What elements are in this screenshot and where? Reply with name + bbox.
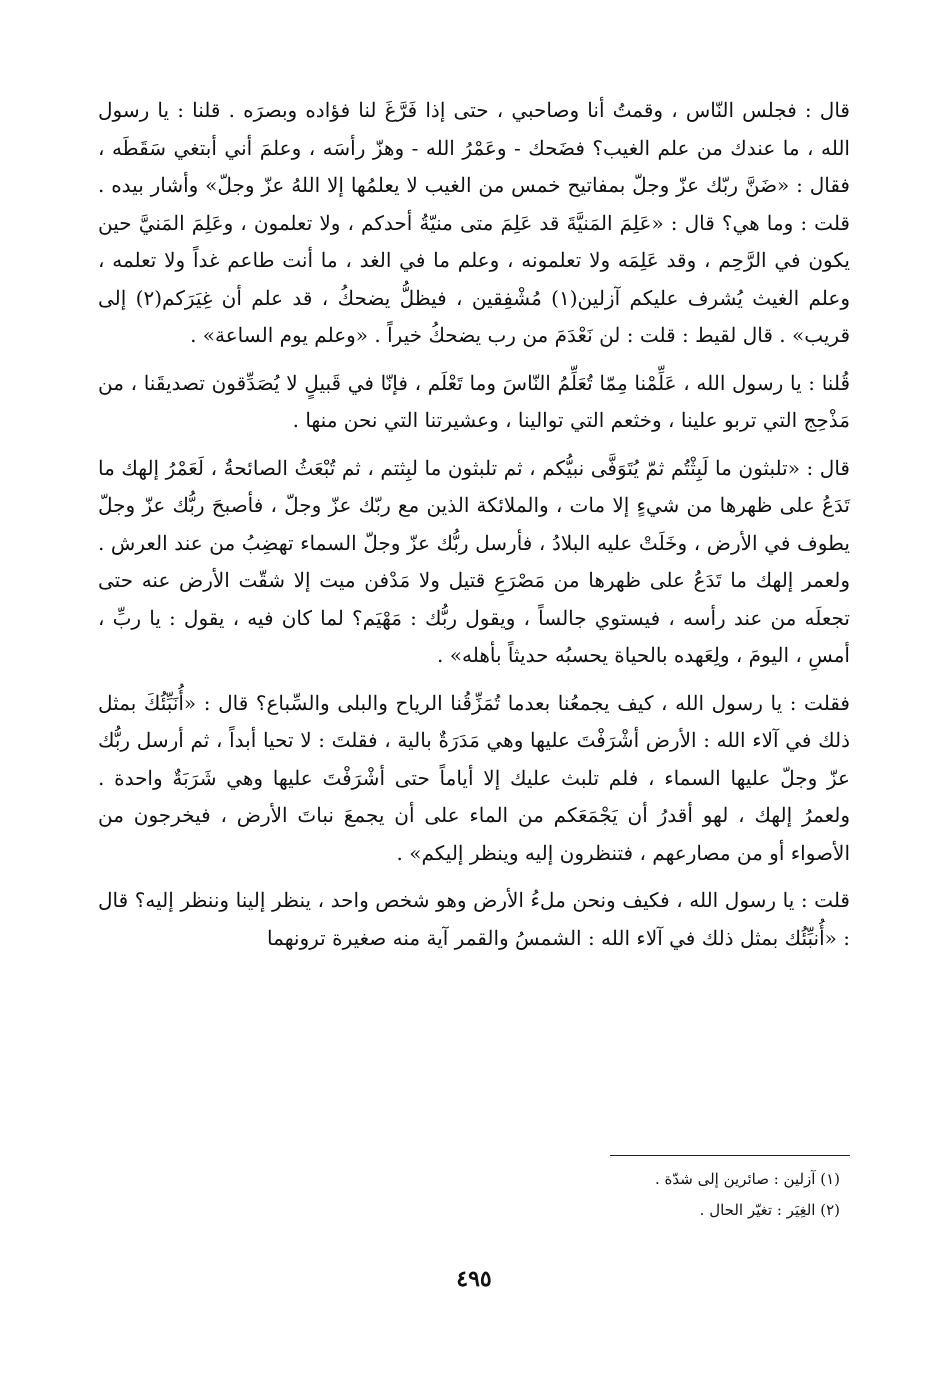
page-number: ٤٩٥ xyxy=(456,1266,492,1292)
footnote-2: (٢) الغِيَر : تغيّر الحال . xyxy=(699,1201,840,1219)
main-text xyxy=(98,92,850,967)
paragraph-5: قلت : يا رسول الله ، فكيف ونحن ملءُ الأرض وهو شخص واحد ، ينظر إلينا وننظر إليه؟ قال : «أُنبِّئُك بمثل ذلك في آلاء الله : الشمسُ والقمر آية منه صغيرة ترونهما xyxy=(98,888,850,950)
footnote-1: (١) آزلين : صائرين إلى شدّة . xyxy=(654,1170,840,1188)
paragraph-2: قُلنا : يا رسول الله ، عَلِّمْنا مِمّا تُعَلِّمُ النّاسَ وما تَعْلَم ، فإنّا في قَبيلٍ لا يُصَدِّقون تصديقَنا ، من مَذْحِج التي تربو علينا ، وخثعم التي توالينا ، وعشيرتنا التي نحن منها . xyxy=(98,370,850,432)
paragraph-3: قال : «تلبثون ما لَبِثْتُم ثمّ يُتَوَفَّى نبيُّكم ، ثم تلبثون ما لبِثتم ، ثم تُبْعَثُ الصائحةُ ، لَعَمْرُ إلهك ما تَدَعُ على ظهرها من شيءٍ إلا مات ، والملائكة الذين مع ربّك عزّ وجلّ ، فأصبحَ ربُّك عزّ وجلّ يطوف في الأرض ، وخَلَتْ عليه البلادُ ، فأرسل ربُّك عزّ وجلّ السماء تهضِبُ من عند العرش . ولعمر إلهك ما تَدَعُ على ظهرها من مَصْرَعِ قتيل ولا مَدْفن ميت إلا شقّت الأرض عنه حتى تجعلَه من عند رأسه ، فيستوي جالساً ، ويقول ربُّك : مَهْيَم؟ لما كان فيه ، يقول : يا ربِّ ، أمسِ ، اليومَ ، ولِعَهده بالحياة يحسبُه حديثاً بأهله» . xyxy=(98,455,850,667)
footnote-divider xyxy=(610,1155,850,1156)
paragraph-4: فقلت : يا رسول الله ، كيف يجمعُنا بعدما تُمَزِّقُنا الرياح والبلى والسِّباع؟ قال : «أُنَبِّئُكَ بمثل ذلك في آلاء الله : الأرض أشْرَفْتَ عليها وهي مَدَرَةٌ بالية ، فقلتَ : لا تحيا أبداً ، ثم أرسل ربُّك عزّ وجلّ عليها السماء ، فلم تلبث عليك إلا أياماً حتى أشْرَفْتَ عليها وهي شَرَبَةٌ واحدة . ولعمرُ إلهك ، لهو أقدرُ أن يَجْمَعَكم من الماء على أن يجمعَ نباتَ الأرض ، فيخرجون من الأصواء أو من مصارعهم ، فتنظرون إليه وينظر إليكم» . xyxy=(98,690,850,865)
footnotes xyxy=(98,1155,850,1226)
paragraph-1: قال : فجلس النّاس ، وقمتُ أنا وصاحبي ، حتى إذا فَرَّغَ لنا فؤاده وبصرَه . قلنا : يا رسول الله ، ما عندك من علم الغيب؟ فضَحك - وعَمْرُ الله - وهزّ رأسَه ، وعلمَ أني أبتغي سَقَطَه ، فقال : «ضَنَّ ربّك عزّ وجلّ بمفاتيح خمس من الغيب لا يعلمُها إلا اللهُ عزّ وجلّ» وأشار بيده . قلت : وما هي؟ قال : «عَلِمَ المَنيَّةَ قد عَلِمَ متى منيّةُ أحدكم ، ولا تعلمون ، وعَلِمَ المَنيَّ حين يكون في الرَّحِم ، وقد عَلِمَه ولا تعلمونه ، وعلم ما في الغد ، ما أنت طاعم غداً ولا تعلمه ، وعلم الغيث يُشرف عليكم آزلين(١) مُشْفِقين ، فيظلُّ يضحكُ ، قد علم أن غِيَرَكم(٢) إلى قريب» . قال لقيط : قلت : لن نَعْدَمَ من رب يضحكُ خيراً . «وعلم يوم الساعة» . xyxy=(98,98,851,347)
